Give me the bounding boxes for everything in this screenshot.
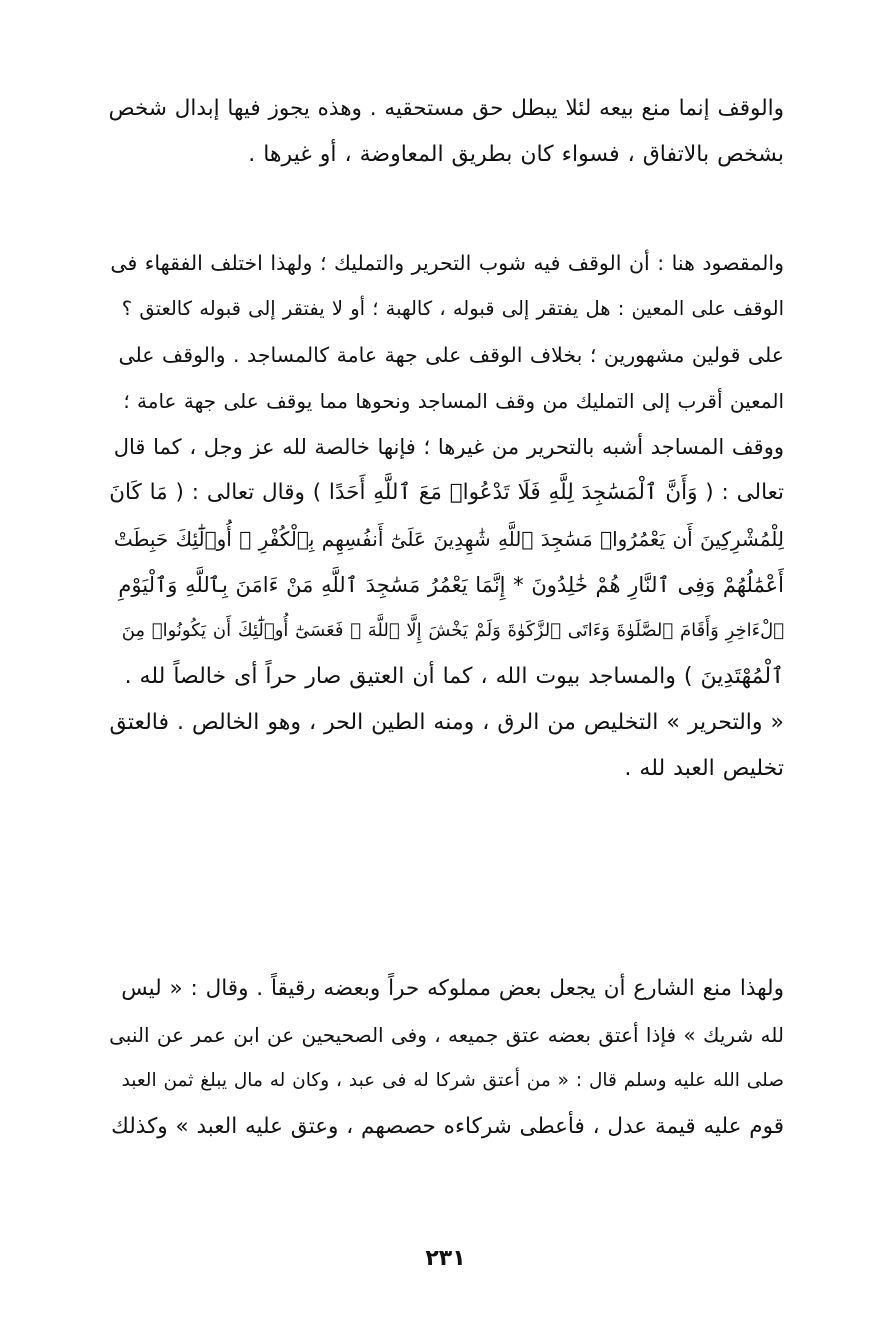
text-line: « والتحرير » التخليص من الرق ، ومنه الطين الحر ، وهو الخالص . فالعتق	[109, 710, 784, 735]
quran-text-line: أَعْمَٰلُهُمْ وَفِى ٱلنَّارِ هُمْ خَٰلِدُونَ * إِنَّمَا يَعْمُرُ مَسَٰجِدَ ٱللَّهِ مَنْ ءَامَنَ بِٱللَّهِ وَٱلْيَوْمِ	[118, 573, 784, 597]
quran-text-line: تعالى : ( وَأَنَّ ٱلْمَسَٰجِدَ لِلَّهِ فَلَا تَدْعُوا۟ مَعَ ٱللَّهِ أَحَدًا ) وقال تعالى : ( مَا كَانَ	[109, 480, 784, 505]
page-number: ٢٣١	[425, 1246, 466, 1271]
text-line: ولهذا منع الشارع أن يجعل بعض مملوكه حراً وبعضه رقيقاً . وقال : « ليس	[121, 976, 784, 1001]
text-line: والمقصود هنا : أن الوقف فيه شوب التحرير والتمليك ؛ ولهذا اختلف الفقهاء فى	[110, 251, 784, 275]
paragraph-3	[108, 966, 784, 1150]
quran-text-line: ٱلْمُهْتَدِينَ ) والمساجد بيوت الله ، كما أن العتيق صار حراً أى خالصاً لله .	[124, 664, 784, 689]
text-line: صلى الله عليه وسلم قال : « من أعتق شركا له فى عبد ، وكان له مال يبلغ ثمن العبد	[121, 1070, 784, 1091]
quran-text-line: ٱلْءَاخِرِ وَأَقَامَ ٱلصَّلَوٰةَ وَءَاتَى ٱلزَّكَوٰةَ وَلَمْ يَخْشَ إِلَّا ٱللَّهَ ۖ فَعَسَىٰٓ أُو۟لَٰٓئِكَ أَن يَكُونُوا۟ مِنَ	[121, 620, 784, 641]
text-line: والوقف إنما منع بيعه لئلا يبطل حق مستحقيه . وهذه يجوز فيها إبدال شخص	[108, 96, 784, 121]
paragraph-2	[108, 240, 784, 792]
text-line: على قولين مشهورين ؛ بخلاف الوقف على جهة عامة كالمساجد . والوقف على	[118, 343, 784, 367]
text-line: المعين أقرب إلى التمليك من وقف المساجد ونحوها مما يوقف على جهة عامة ؛	[123, 389, 784, 413]
text-line: ووقف المساجد أشبه بالتحرير من غيرها ؛ فإنها خالصة لله عز وجل ، كما قال	[113, 435, 784, 459]
quran-text-line: لِلْمُشْرِكِينَ أَن يَعْمُرُوا۟ مَسَٰجِدَ ٱللَّهِ شَٰهِدِينَ عَلَىٰٓ أَنفُسِهِم بِٱلْكُفْرِ ۚ أُو۟لَٰٓئِكَ حَبِطَتْ	[113, 527, 784, 551]
text-line: بشخص بالاتفاق ، فسواء كان بطريق المعاوضة ، أو غيرها .	[248, 142, 784, 167]
text-line: الوقف على المعين : هل يفتقر إلى قبوله ، كالهبة ؛ أو لا يفتقر إلى قبوله كالعتق ؟	[121, 297, 784, 320]
text-line: قوم عليه قيمة عدل ، فأعطى شركاءه حصصهم ، وعتق عليه العبد » وكذلك	[111, 1114, 784, 1139]
paragraph-1	[108, 86, 784, 178]
text-line: لله شريك » فإذا أعتق بعضه عتق جميعه ، وفى الصحيحين عن ابن عمر عن النبى	[109, 1023, 784, 1047]
text-line: تخليص العبد لله .	[624, 756, 784, 781]
